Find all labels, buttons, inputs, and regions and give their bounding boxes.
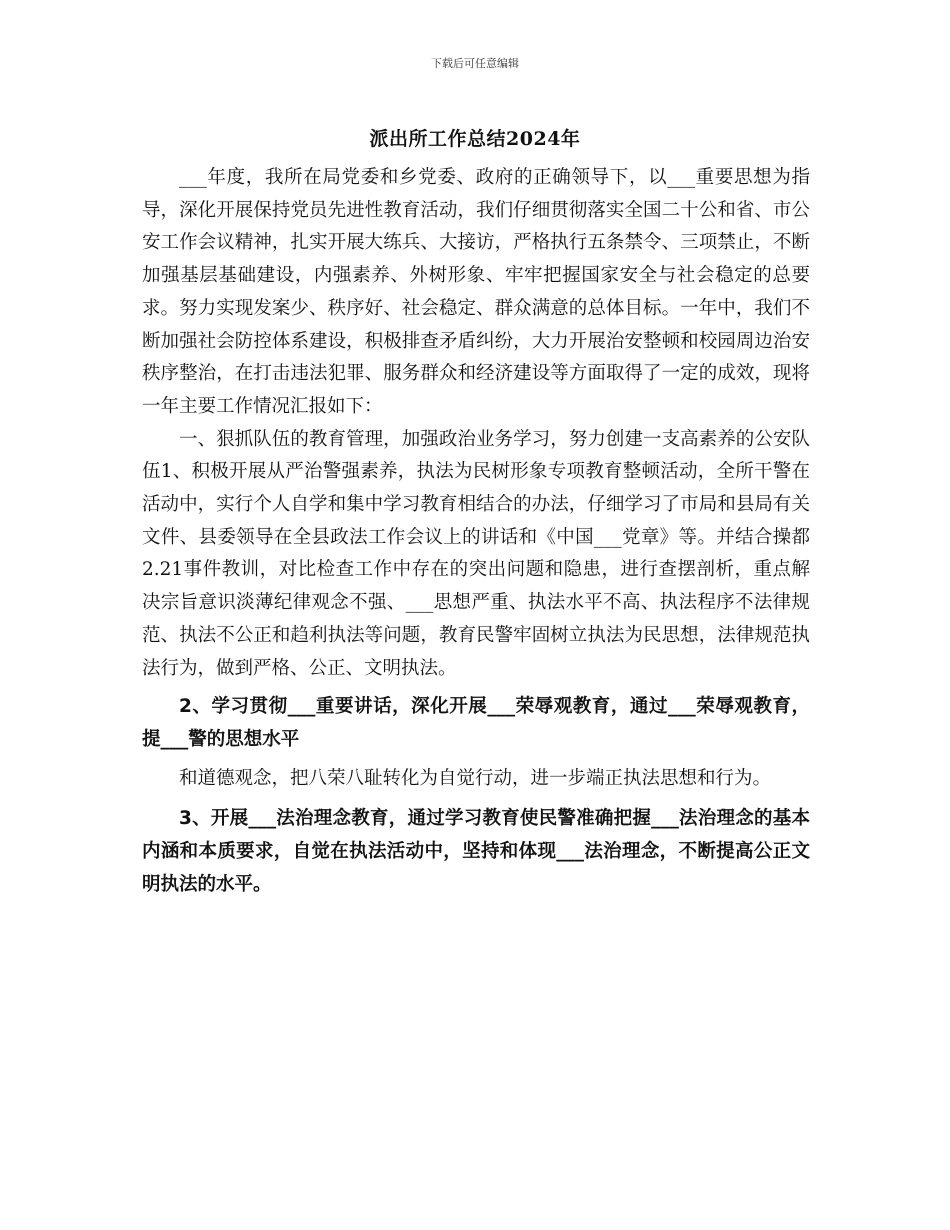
document-title: 派出所工作总结2024年	[369, 128, 581, 150]
document-body	[142, 162, 810, 901]
paragraph-section-1: 一、狠抓队伍的教育管理，加强政治业务学习，努力创建一支高素养的公安队伍1、积极开展从严治警强素养，执法为民树形象专项教育整顿活动，全所干警在活动中，实行个人自学和集中学习教育相结合的办法，仔细学习了市局和县局有关文件、县委领导在全县政法工作会议上的讲话和《中国___党章》等。并结合操都2.21事件教训，对比检查工作中存在的突出问题和隐患，进行查摆剖析，重点解决宗旨意识淡薄纪律观念不强、___思想严重、执法水平不高、执法程序不法律规范、执法不公正和趋利执法等问题，教育民警牢固树立执法为民思想，法律规范执法行为，做到严格、公正、文明执法。	[142, 428, 810, 679]
paragraph-intro: ___年度，我所在局党委和乡党委、政府的正确领导下，以___重要思想为指导，深化开展保持党员先进性教育活动，我们仔细贯彻落实全国二十公和省、市公安工作会议精神，扎实开展大练兵、大接访，严格执行五条禁令、三项禁止，不断加强基层基础建设，内强素养、外树形象、牢牢把握国家安全与社会稳定的总要求。努力实现发案少、秩序好、社会稳定、群众满意的总体目标。一年中，我们不断加强社会防控体系建设，积极排查矛盾纠纷，大力开展治安整顿和校园周边治安秩序整治，在打击违法犯罪、服务群众和经济建设等方面取得了一定的成效，现将一年主要工作情况汇报如下：	[142, 167, 810, 417]
paragraph-section-2-heading: 2、学习贯彻___重要讲话，深化开展___荣辱观教育，通过___荣辱观教育，提___警的思想水平	[142, 696, 810, 750]
header-note: 下载后可任意编辑	[431, 57, 519, 70]
paragraph-section-2-body: 和道德观念，把八荣八耻转化为自觉行动，进一步端正执法思想和行为。	[179, 767, 772, 789]
paragraph-section-3: 3、开展___法治理念教育，通过学习教育使民警准确把握___法治理念的基本内涵和本质要求，自觉在执法活动中，坚持和体现___法治理念，不断提高公正文明执法的水平。	[142, 808, 810, 895]
